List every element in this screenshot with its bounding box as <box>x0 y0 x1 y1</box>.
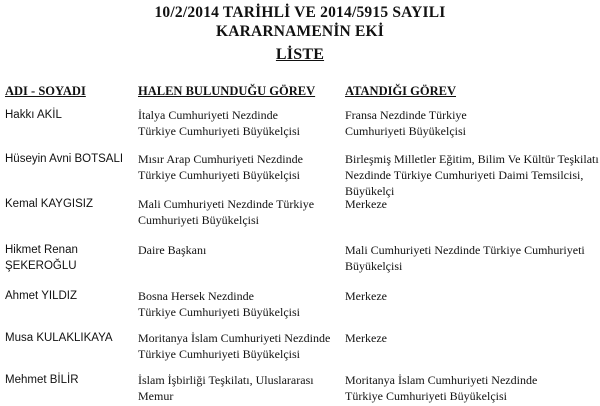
person-name-line: Hikmet Renan <box>5 244 78 256</box>
assigned-post <box>345 330 387 346</box>
person-name-line: Hakkı AKİL <box>5 109 62 121</box>
person-name-line: Kemal KAYGISIZ <box>5 198 93 210</box>
current-post <box>138 288 300 320</box>
current-post <box>138 196 314 228</box>
person-name-line: Mehmet BİLİR <box>5 374 79 386</box>
current-post <box>138 242 206 258</box>
person-name <box>5 330 113 346</box>
assigned-post <box>345 288 387 304</box>
assigned-post-line: Büyükelçisi <box>345 259 403 273</box>
assigned-post <box>345 196 387 212</box>
assigned-post-line: Büyükelçi <box>345 184 395 198</box>
person-name <box>5 372 79 388</box>
current-post-line: Türkiye Cumhuriyeti Büyükelçisi <box>138 124 300 138</box>
current-post-line: Mısır Arap Cumhuriyeti Nezdinde <box>138 152 303 166</box>
assigned-post <box>345 151 599 199</box>
current-post-line: Daire Başkanı <box>138 243 207 257</box>
person-name <box>5 288 77 304</box>
person-name <box>5 196 93 212</box>
assigned-post-line: Cumhuriyeti Büyükelçisi <box>345 124 466 138</box>
document-title-list: LİSTE <box>275 46 325 63</box>
assigned-post-line: Merkeze <box>345 289 387 303</box>
current-post-line: Bosna Hersek Nezdinde <box>138 289 254 303</box>
column-header-current-post: HALEN BULUNDUĞU GÖREV <box>138 84 316 98</box>
assigned-post-line: Nezdinde Türkiye Cumhuriyeti Daimi Temsilcisi, <box>345 168 584 182</box>
document-title-line-1: 10/2/2014 TARİHLİ VE 2014/5915 SAYILI <box>154 4 446 21</box>
person-name-line: Ahmet YILDIZ <box>5 290 78 302</box>
assigned-post <box>345 372 537 404</box>
assigned-post <box>345 107 467 139</box>
current-post-line: İtalya Cumhuriyeti Nezdinde <box>138 108 278 122</box>
assigned-post-line: Mali Cumhuriyeti Nezdinde Türkiye Cumhuriyeti <box>345 243 585 257</box>
current-post-line: Mali Cumhuriyeti Nezdinde Türkiye <box>138 197 315 211</box>
document-title-line-2: KARARNAMENİN EKİ <box>215 23 385 40</box>
current-post-line: İslam İşbirliği Teşkilatı, Uluslararası <box>138 373 314 387</box>
current-post-line: Türkiye Cumhuriyeti Büyükelçisi <box>138 347 300 361</box>
assigned-post-line: Türkiye Cumhuriyeti Büyükelçisi <box>345 389 507 403</box>
column-header-assigned-post: ATANDIĞI GÖREV <box>345 84 457 98</box>
column-header-name: ADI - SOYADI <box>5 84 86 98</box>
person-name-line: ŞEKEROĞLU <box>5 260 77 272</box>
current-post <box>138 107 300 139</box>
current-post-line: Memur <box>138 389 174 403</box>
person-name <box>5 151 123 167</box>
person-name-line: Hüseyin Avni BOTSALI <box>5 153 124 165</box>
assigned-post-line: Merkeze <box>345 197 387 211</box>
person-name <box>5 107 62 123</box>
current-post-line: Türkiye Cumhuriyeti Büyükelçisi <box>138 305 300 319</box>
current-post <box>138 151 303 183</box>
assigned-post-line: Birleşmiş Milletler Eğitim, Bilim Ve Kültür Teşkilatı <box>345 152 599 166</box>
assigned-post-line: Fransa Nezdinde Türkiye <box>345 108 467 122</box>
current-post <box>138 372 314 404</box>
person-name-line: Musa KULAKLIKAYA <box>5 332 113 344</box>
assigned-post-line: Moritanya İslam Cumhuriyeti Nezdinde <box>345 373 538 387</box>
current-post-line: Moritanya İslam Cumhuriyeti Nezdinde <box>138 331 331 345</box>
current-post-line: Cumhuriyeti Büyükelçisi <box>138 213 259 227</box>
person-name <box>5 242 78 274</box>
assigned-post <box>345 242 585 274</box>
current-post-line: Türkiye Cumhuriyeti Büyükelçisi <box>138 168 300 182</box>
current-post <box>138 330 330 362</box>
assigned-post-line: Merkeze <box>345 331 387 345</box>
